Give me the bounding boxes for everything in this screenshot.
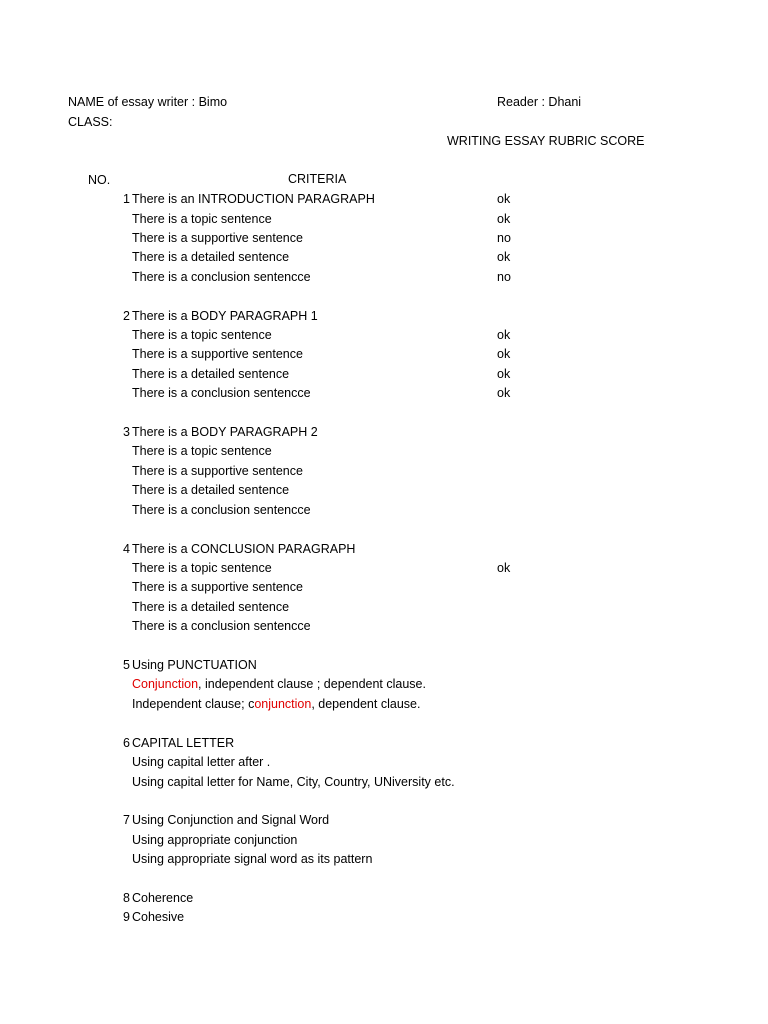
criteria-item: There is a conclusion sentencce <box>132 386 311 400</box>
criteria-score: ok <box>497 250 511 264</box>
criteria-score: ok <box>497 328 511 342</box>
section-number: 9 <box>123 910 130 924</box>
section-number: 2 <box>123 309 130 323</box>
criteria-item: There is a detailed sentence <box>132 250 290 264</box>
criteria-item: There is a supportive sentence <box>132 580 303 594</box>
criteria-score: ok <box>497 347 511 361</box>
section-number: 8 <box>123 891 130 905</box>
section-title-conclusion: There is a CONCLUSION PARAGRAPH <box>132 542 356 556</box>
criteria-item: There is a detailed sentence <box>132 600 290 614</box>
highlighted-word: Conjunction <box>132 677 199 691</box>
example-text: , dependent clause. <box>311 697 421 711</box>
reader-name: Reader : Dhani <box>497 95 582 109</box>
highlighted-word: onjunction <box>254 697 312 711</box>
criteria-score: no <box>497 270 511 284</box>
example-text: , independent clause ; dependent clause. <box>198 677 426 691</box>
criteria-score: ok <box>497 367 511 381</box>
criteria-item: There is a topic sentence <box>132 444 272 458</box>
section-title-punctuation: Using PUNCTUATION <box>132 658 257 672</box>
criteria-item: Using capital letter after . <box>132 755 271 769</box>
column-header-criteria: CRITERIA <box>288 172 347 186</box>
class-label: CLASS: <box>68 115 113 129</box>
criteria-item: There is a conclusion sentencce <box>132 270 311 284</box>
section-title-capital-letter: CAPITAL LETTER <box>132 736 235 750</box>
punctuation-example-1 <box>132 677 426 691</box>
criteria-item: There is a detailed sentence <box>132 483 290 497</box>
page-title: WRITING ESSAY RUBRIC SCORE <box>447 134 645 148</box>
example-text: Independent clause; c <box>132 697 255 711</box>
criteria-item: Using appropriate signal word as its pattern <box>132 852 373 866</box>
section-title-body-2: There is a BODY PARAGRAPH 2 <box>132 425 318 439</box>
criteria-item: There is a detailed sentence <box>132 367 290 381</box>
criteria-item: There is a topic sentence <box>132 212 272 226</box>
criteria-score: ok <box>497 386 511 400</box>
criteria-item: There is a topic sentence <box>132 328 272 342</box>
section-title-body-1: There is a BODY PARAGRAPH 1 <box>132 309 318 323</box>
section-number: 6 <box>123 736 130 750</box>
section-score: ok <box>497 192 511 206</box>
criteria-item: Using appropriate conjunction <box>132 833 298 847</box>
section-number: 1 <box>123 192 130 206</box>
criteria-item: There is a supportive sentence <box>132 464 303 478</box>
section-title-introduction: There is an INTRODUCTION PARAGRAPH <box>132 192 375 206</box>
column-header-no: NO. <box>88 173 111 187</box>
section-number: 5 <box>123 658 130 672</box>
criteria-item: There is a supportive sentence <box>132 347 303 361</box>
criteria-score: no <box>497 231 511 245</box>
criteria-item: Using capital letter for Name, City, Country, UNiversity etc. <box>132 775 455 789</box>
criteria-item: There is a supportive sentence <box>132 231 303 245</box>
section-title-conjunction: Using Conjunction and Signal Word <box>132 813 330 827</box>
section-title-cohesive: Cohesive <box>132 910 185 924</box>
section-number: 7 <box>123 813 130 827</box>
criteria-score: ok <box>497 561 511 575</box>
section-number: 3 <box>123 425 130 439</box>
section-number: 4 <box>123 542 130 556</box>
section-title-coherence: Coherence <box>132 891 194 905</box>
essay-writer-name: NAME of essay writer : Bimo <box>68 95 228 109</box>
criteria-item: There is a topic sentence <box>132 561 272 575</box>
punctuation-example-2 <box>132 697 420 711</box>
criteria-score: ok <box>497 212 511 226</box>
criteria-item: There is a conclusion sentencce <box>132 619 311 633</box>
criteria-item: There is a conclusion sentencce <box>132 503 311 517</box>
